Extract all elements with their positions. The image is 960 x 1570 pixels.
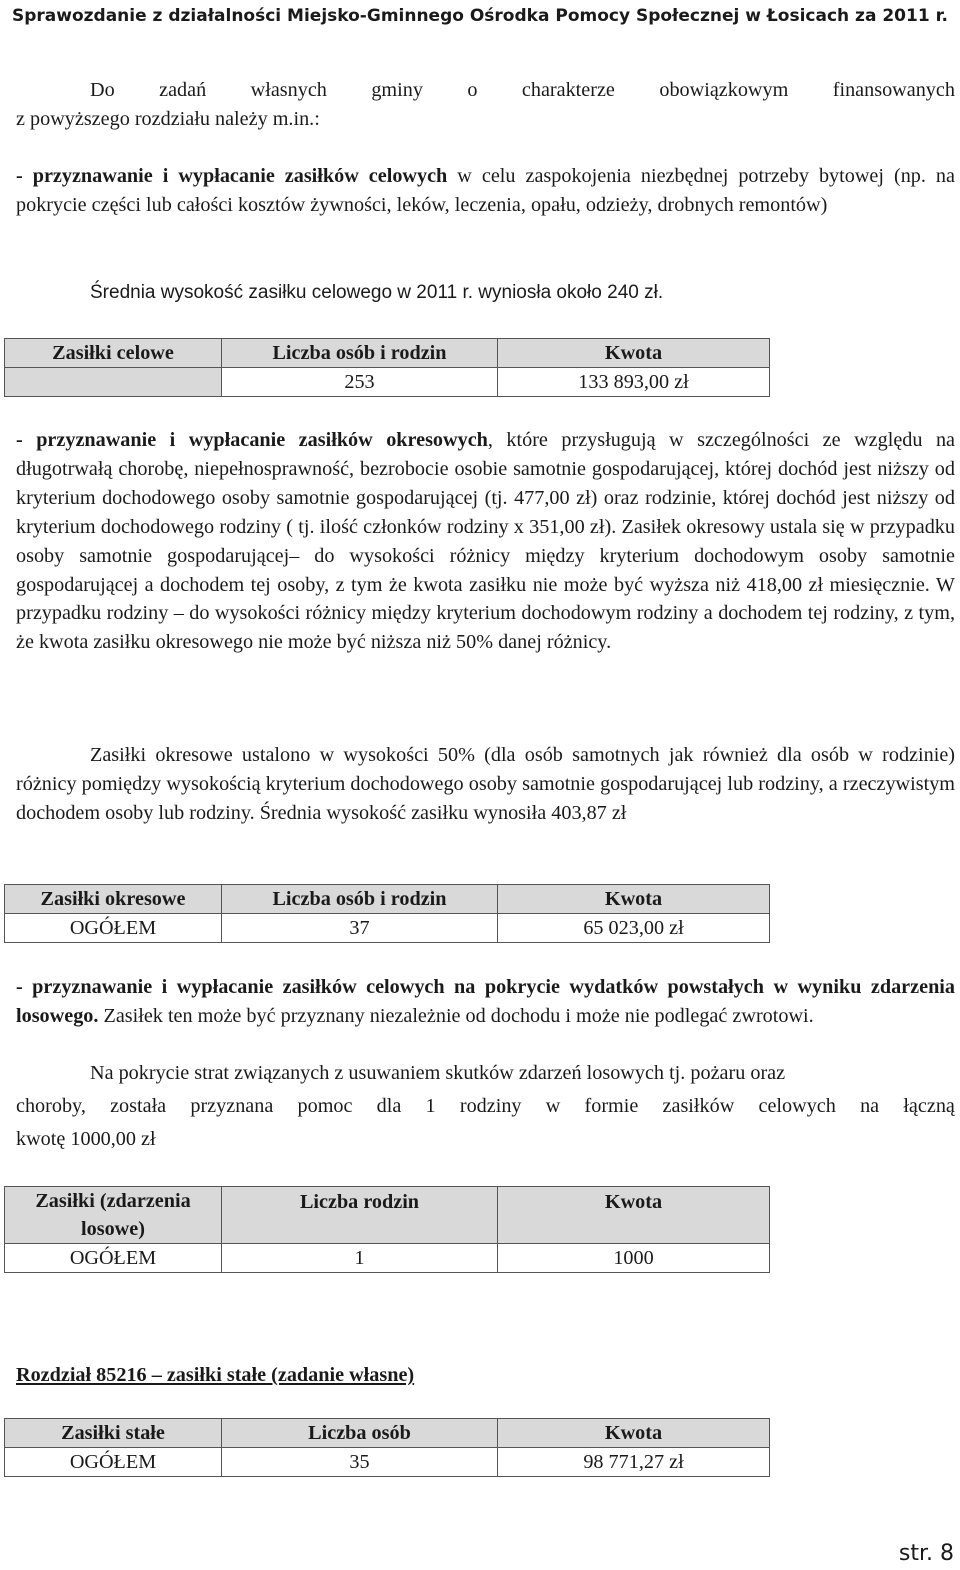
table-header-row [5, 1419, 770, 1448]
page-number: str. 8 [898, 1541, 954, 1566]
losowe-paragraph-2: Na pokrycie strat związanych z usuwaniem skutków zdarzeń losowych tj. pożaru oraz [90, 1062, 786, 1084]
okresowe-text: , które przysługują w szczególności ze względu na długotrwałą chorobę, niepełnosprawność, bezrobocie osobie samotnie gospodarującej, której dochód jest niższy od kryterium dochodowego osoby samotnie gospodarującej (tj. 477,00 zł) oraz rodzinie, której dochód jest niższy od kryterium dochodowego rodziny ( tj. ilość członków rodziny x 351,00 zł). Zasiłek okresowy ustala się w przypadku osoby samotnie gospodarującej– do wysokości różnicy między kryterium dochodowym osoby samotnie gospodarującej a dochodem tej osoby, z tym że kwota zasiłku nie może być wyższa niż 418,00 zł miesięcznie. W przypadku rodziny – do wysokości różnicy między kryterium dochodowym rodziny a dochodem tej rodziny, z tym, że kwota zasiłku okresowego nie może być niższa niż 50% danej różnicy. [16, 429, 955, 654]
table-header-cell: Zasiłki celowe [5, 339, 222, 368]
table-cell: OGÓŁEM [5, 1244, 222, 1273]
losowe-lead: - przyznawanie i wypłacanie zasiłków celowych na pokrycie wydatków powstałych w wyniku zdarzenia losowego. [16, 976, 955, 1027]
table-header-cell: Liczba osób [222, 1419, 498, 1448]
losowe-word: formie [584, 1095, 639, 1117]
table-header-cell: Zasiłki stałe [5, 1419, 222, 1448]
celowe-average: Średnia wysokość zasiłku celowego w 2011 r. wyniosła około 240 zł. [90, 282, 664, 303]
intro-word: o [467, 79, 478, 101]
losowe-word: rodziny [459, 1095, 522, 1117]
losowe-word: przyznana [190, 1095, 274, 1117]
table-cell: 1 [222, 1244, 498, 1273]
table-header-cell: Kwota [498, 339, 770, 368]
losowe-line-justified [16, 1092, 955, 1121]
table-cell: 253 [222, 368, 498, 397]
table-cell: 37 [222, 914, 498, 943]
table-cell: 1000 [498, 1244, 770, 1273]
table-header-row [5, 885, 770, 914]
intro-word: charakterze [521, 79, 615, 101]
losowe-word: w [545, 1095, 561, 1117]
table-cell: 35 [222, 1448, 498, 1477]
table-header-row [5, 339, 770, 368]
table-cell: 65 023,00 zł [498, 914, 770, 943]
table-cell [5, 368, 222, 397]
table-cell: OGÓŁEM [5, 914, 222, 943]
table-row [5, 368, 770, 397]
celowe-lead: - przyznawanie i wypłacanie zasiłków celowych [16, 165, 448, 187]
table-okresowe [4, 884, 770, 943]
intro-word: obowiązkowym [659, 79, 789, 101]
celowe-paragraph [16, 162, 955, 220]
table-cell: OGÓŁEM [5, 1448, 222, 1477]
table-row [5, 1244, 770, 1273]
intro-line-1 [90, 76, 955, 105]
table-header-cell: Kwota [498, 885, 770, 914]
table-celowe [4, 338, 770, 397]
losowe-word: 1 [425, 1095, 436, 1117]
intro-word: Do [90, 79, 115, 101]
table-header-cell: Liczba osób i rodzin [222, 885, 498, 914]
losowe-word: została [110, 1095, 167, 1117]
losowe-word: zasiłków [662, 1095, 735, 1117]
section-heading: Rozdział 85216 – zasiłki stałe (zadanie własne) [16, 1364, 415, 1386]
celowe-text: w celu zaspokojenia niezbędnej potrzeby bytowej (np. na pokrycie części lub całości kosztów żywności, leków, leczenia, opału, odzieży, drobnych remontów) [16, 165, 955, 216]
okresowe-lead: - przyznawanie i wypłacanie zasiłków okresowych [16, 429, 488, 451]
losowe-word: na [860, 1095, 880, 1117]
table-header-cell: Kwota [498, 1187, 770, 1244]
losowe-word: łączną [903, 1095, 955, 1117]
losowe-word: celowych [758, 1095, 836, 1117]
table-header-cell: Zasiłki (zdarzenia losowe) [5, 1187, 222, 1244]
table-stale [4, 1418, 770, 1477]
losowe-text: Zasiłek ten może być przyznany niezależnie od dochodu i może nie podlegać zwrotowi. [98, 1004, 814, 1027]
losowe-word: dla [376, 1095, 402, 1117]
okresowe-paragraph-2: Zasiłki okresowe ustalono w wysokości 50% (dla osób samotnych jak również dla osób w rodzinie) różnicy pomiędzy wysokością kryterium dochodowego osoby samotnie gospodarującej lub rodziny, a rzeczywistym dochodem osoby lub rodziny. Średnia wysokość zasiłku wynosiła 403,87 zł [16, 744, 955, 824]
intro-word: zadań [159, 79, 207, 101]
table-header-cell: Liczba osób i rodzin [222, 339, 498, 368]
losowe-word: pomoc [297, 1095, 353, 1117]
losowe-word: choroby, [16, 1095, 86, 1117]
table-header-cell: Liczba rodzin [222, 1187, 498, 1244]
okresowe-paragraph [16, 426, 955, 657]
table-row [5, 914, 770, 943]
intro-word: finansowanych [832, 79, 955, 101]
losowe-amount-line: kwotę 1000,00 zł [16, 1128, 156, 1150]
intro-line-2: z powyższego rozdziału należy m.in.: [16, 108, 320, 130]
table-header-row [5, 1187, 770, 1244]
intro-word: gminy [371, 79, 423, 101]
table-cell: 98 771,27 zł [498, 1448, 770, 1477]
table-header-cell: Kwota [498, 1419, 770, 1448]
losowe-paragraph [16, 973, 955, 1031]
table-cell: 133 893,00 zł [498, 368, 770, 397]
table-header-cell: Zasiłki okresowe [5, 885, 222, 914]
page-header: Sprawozdanie z działalności Miejsko-Gminnego Ośrodka Pomocy Społecznej w Łosicach za 2011 r. [11, 6, 948, 26]
table-row [5, 1448, 770, 1477]
intro-word: własnych [250, 79, 327, 101]
table-losowe [4, 1186, 770, 1273]
